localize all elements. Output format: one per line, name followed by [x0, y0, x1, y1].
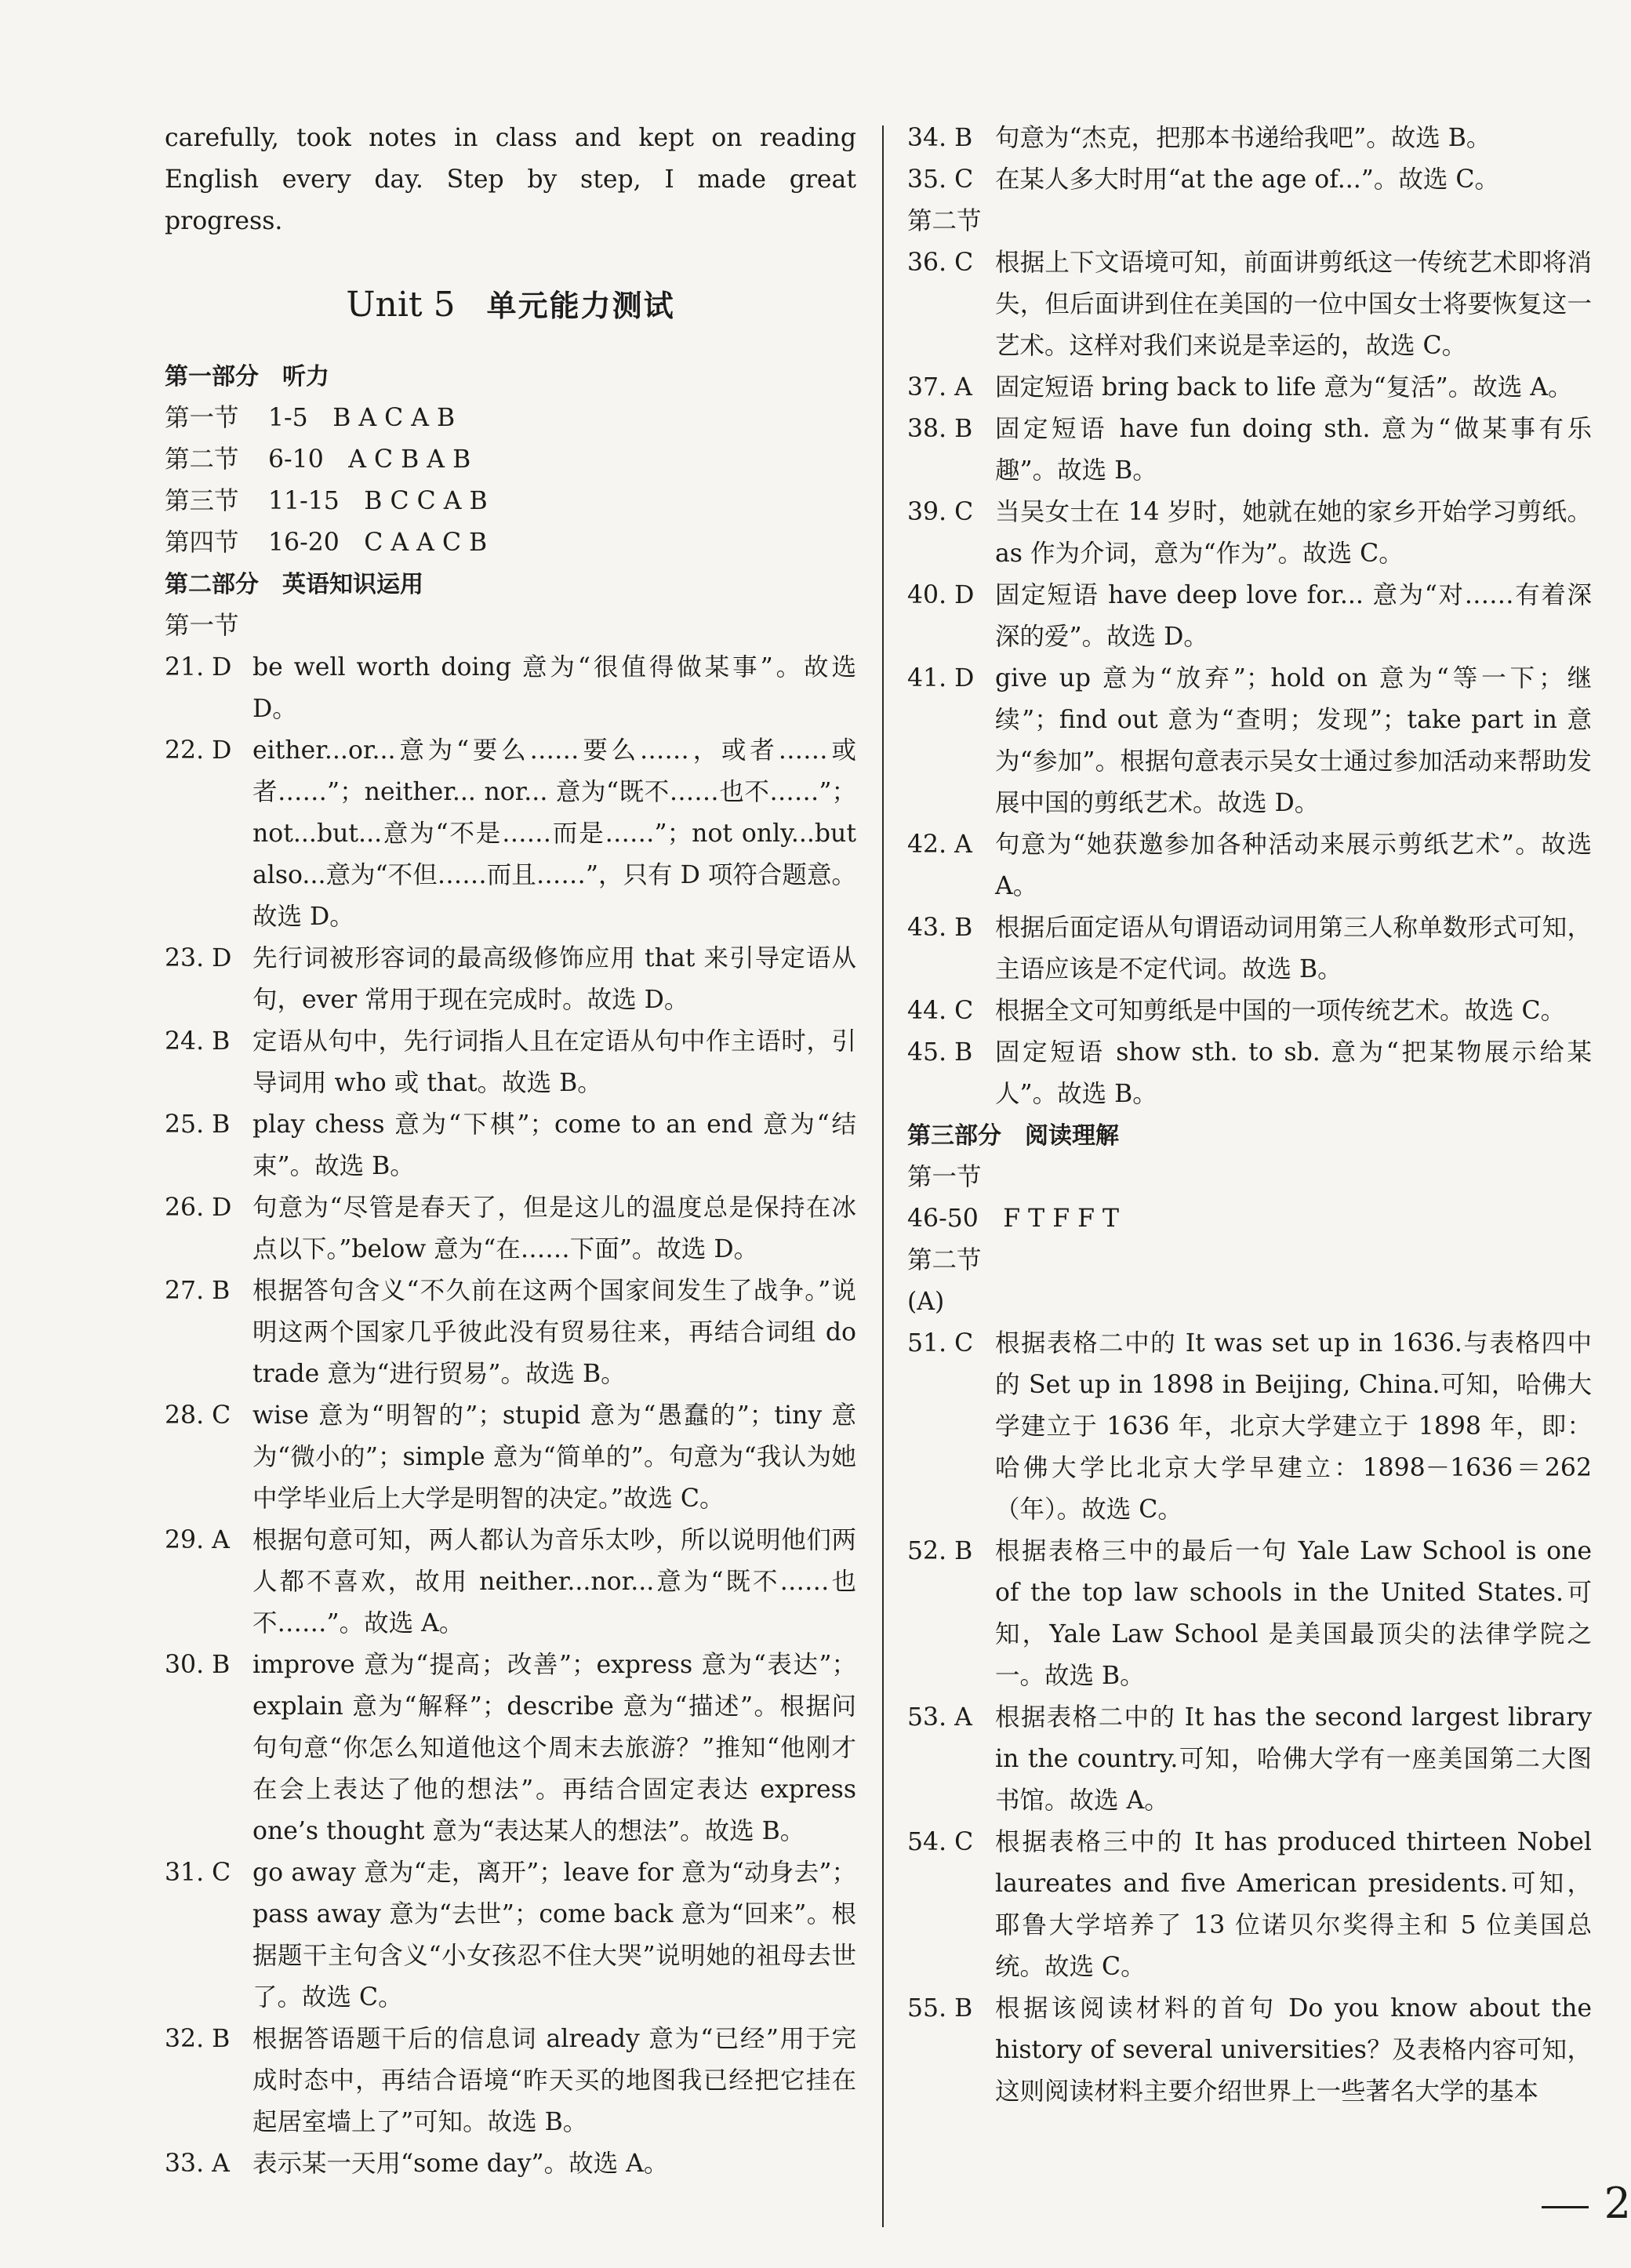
- answer-item: 55. B 根据该阅读材料的首句 Do you know about the history of several universities？及表格内容可知，这则阅读材料主要介绍世界上一些著名大学的基本: [907, 1994, 1592, 2106]
- left-column: [165, 118, 856, 2185]
- unit-subtitle: 单元能力测试: [486, 289, 675, 323]
- answer-item: 24. B 定语从句中，先行词指人且在定语从句中作主语时，引导词用 who 或 that。故选 B。: [165, 1027, 856, 1097]
- answer-item: 39. C 当吴女士在 14 岁时，她就在她的家乡开始学习剪纸。as 作为介词，意为“作为”。故选 C。: [907, 498, 1592, 568]
- answer-item: 35. C 在某人多大时用“at the age of...”。故选 C。: [907, 165, 1500, 194]
- answer-item: 53. A 根据表格二中的 It has the second largest library in the country.可知，哈佛大学有一座美国第二大图书馆。故选 A。: [907, 1703, 1592, 1815]
- section-heading: 第二节: [907, 1246, 982, 1274]
- answer-item: 32. B 根据答语题干后的信息词 already 意为“已经”用于完成时态中，再结合语境“昨天买的地图我已经把它挂在起居室墙上了”可知。故选 B。: [165, 2025, 856, 2136]
- answer-item: 33. A 表示某一天用“some day”。故选 A。: [165, 2150, 669, 2178]
- answer-item: 45. B 固定短语 show sth. to sb. 意为“把某物展示给某人”。故选 B。: [907, 1038, 1592, 1108]
- part-heading-knowledge: 第二部分 英语知识运用: [165, 571, 423, 598]
- listening-answers: [165, 398, 856, 564]
- column-divider: [882, 125, 884, 2227]
- answer-item: 21. D be well worth doing 意为“很值得做某事”。故选 D。: [165, 653, 856, 723]
- page-number: 2: [1542, 2180, 1631, 2227]
- unit-heading: [165, 282, 856, 329]
- listening-row: 第一节 1-5 B A C A B: [165, 404, 456, 432]
- answer-item: 42. A 句意为“她获邀参加各种活动来展示剪纸艺术”。故选 A。: [907, 831, 1592, 900]
- right-column: [907, 118, 1592, 2113]
- answer-list-right-b: [907, 242, 1592, 1115]
- answer-item: 43. B 根据后面定语从句谓语动词用第三人称单数形式可知，主语应该是不定代词。故选 B。: [907, 914, 1592, 983]
- answer-list-right-c: [907, 1323, 1592, 2113]
- answer-item: 25. B play chess 意为“下棋”；come to an end 意为“结束”。故选 B。: [165, 1110, 856, 1180]
- tf-answers: 46-50 F T F F T: [907, 1205, 1119, 1233]
- answer-item: 38. B 固定短语 have fun doing sth. 意为“做某事有乐趣”。故选 B。: [907, 415, 1592, 485]
- listening-row: 第三节 11-15 B C C A B: [165, 487, 488, 515]
- answer-item: 23. D 先行词被形容词的最高级修饰应用 that 来引导定语从句，ever 常用于现在完成时。故选 D。: [165, 944, 856, 1014]
- section-heading: 第二节: [907, 207, 982, 235]
- answer-item: 41. D give up 意为“放弃”；hold on 意为“等一下；继续”；find out 意为“查明；发现”；take part in 意为“参加”。根据句意表示吴女士通过参加活动来帮助发展中国的剪纸艺术。故选 D。: [907, 664, 1592, 817]
- listening-row: 第二节 6-10 A C B A B: [165, 445, 471, 474]
- answer-item: 37. A 固定短语 bring back to life 意为“复活”。故选 A。: [907, 373, 1573, 402]
- answer-item: 36. C 根据上下文语境可知，前面讲剪纸这一传统艺术即将消失，但后面讲到住在美国的一位中国女士将要恢复这一艺术。这样对我们来说是幸运的，故选 C。: [907, 249, 1592, 360]
- passage-label: (A): [907, 1288, 945, 1316]
- section-heading: 第一节: [165, 612, 239, 640]
- unit-title: Unit 5: [346, 285, 456, 325]
- answer-item: 26. D 句意为“尽管是春天了，但是这儿的温度总是保持在冰点以下。”below 意为“在……下面”。故选 D。: [165, 1194, 856, 1263]
- answer-item: 51. C 根据表格二中的 It was set up in 1636.与表格四中的 Set up in 1898 in Beijing, China.可知，哈佛大学建立于 1636 年，北京大学建立于 1898 年，即：哈佛大学比北京大学早建立：1898－1636＝262（年）。故选 C。: [907, 1329, 1592, 1524]
- answer-item: 40. D 固定短语 have deep love for... 意为“对……有着深深的爱”。故选 D。: [907, 581, 1592, 651]
- answer-item: 34. B 句意为“杰克，把那本书递给我吧”。故选 B。: [907, 124, 1491, 152]
- part-heading-reading: 第三部分 阅读理解: [907, 1122, 1119, 1150]
- answer-item: 44. C 根据全文可知剪纸是中国的一项传统艺术。故选 C。: [907, 997, 1566, 1025]
- listening-row: 第四节 16-20 C A A C B: [165, 529, 488, 557]
- section-heading: 第一节: [907, 1163, 982, 1191]
- answer-item: 31. C go away 意为“走，离开”；leave for 意为“动身去”；pass away 意为“去世”；come back 意为“回来”。根据题干主句含义“小女孩忍不住大哭”说明她的祖母去世了。故选 C。: [165, 1859, 856, 2012]
- answer-item: 52. B 根据表格三中的最后一句 Yale Law School is one of the top law schools in the United States.可知，Yale Law School 是美国最顶尖的法律学院之一。故选 B。: [907, 1537, 1592, 1690]
- answer-item: 54. C 根据表格三中的 It has produced thirteen Nobel laureates and five American presidents.可知，耶鲁大学培养了 13 位诺贝尔奖得主和 5 位美国总统。故选 C。: [907, 1828, 1592, 1981]
- answer-item: 22. D either...or...意为“要么……要么……，或者……或者……”；neither... nor... 意为“既不……也不……”；not...but...意为“不是……而是……”；not only...but also...意为“不但……而且……”，只有 D 项符合题意。故选 D。: [165, 736, 856, 931]
- answer-list-left: [165, 647, 856, 2185]
- answer-item: 30. B improve 意为“提高；改善”；express 意为“表达”；explain 意为“解释”；describe 意为“描述”。根据问句句意“你怎么知道他这个周末去旅游？”推知“他刚才在会上表达了他的想法”。再结合固定表达 express one’s thought 意为“表达某人的想法”。故选 B。: [165, 1651, 856, 1845]
- intro-paragraph: carefully, took notes in class and kept on reading English every day. Step by step, I made great progress.: [165, 124, 856, 235]
- answer-item: 27. B 根据答句含义“不久前在这两个国家间发生了战争。”说明这两个国家几乎彼此没有贸易往来，再结合词组 do trade 意为“进行贸易”。故选 B。: [165, 1277, 856, 1388]
- part-heading-listening: 第一部分 听力: [165, 363, 329, 391]
- page-number-dash: [1542, 2206, 1589, 2208]
- answer-list-right-a: [907, 118, 1592, 201]
- answer-item: 29. A 根据句意可知，两人都认为音乐太吵，所以说明他们两人都不喜欢，故用 neither...nor...意为“既不……也不……”。故选 A。: [165, 1526, 856, 1637]
- answer-item: 28. C wise 意为“明智的”；stupid 意为“愚蠢的”；tiny 意为“微小的”；simple 意为“简单的”。句意为“我认为她中学毕业后上大学是明智的决定。”故选 C。: [165, 1401, 856, 1513]
